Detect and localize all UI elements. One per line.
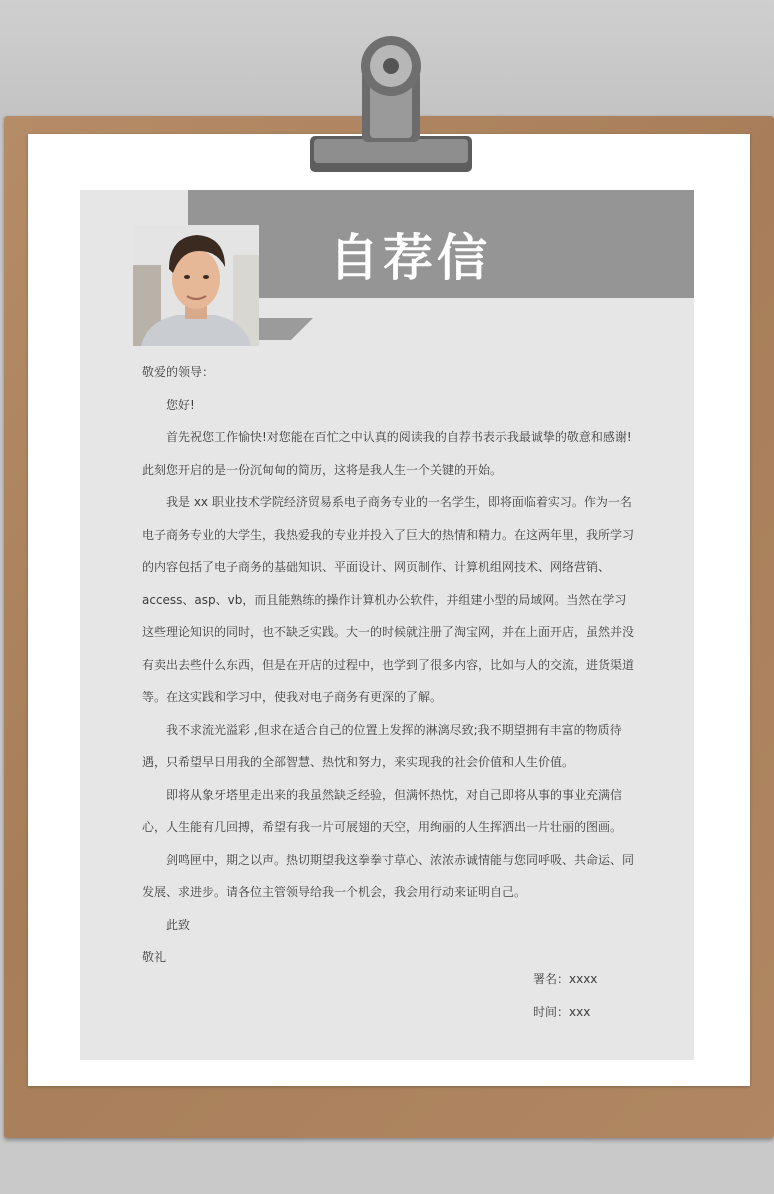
binder-clip bbox=[300, 24, 480, 184]
signature-line: 署名：xxxx bbox=[533, 972, 598, 986]
salutation: 您好! bbox=[166, 397, 195, 412]
letter-body bbox=[142, 356, 636, 974]
date-line: 时间：xxx bbox=[533, 1005, 591, 1019]
paragraph: 首先祝您工作愉快!对您能在百忙之中认真的阅读我的自荐书表示我最诚挚的敬意和感谢!此刻您开启的是一份沉甸甸的简历，这将是我人生一个关键的开始。 bbox=[142, 430, 632, 477]
paragraph: 即将从象牙塔里走出来的我虽然缺乏经验，但满怀热忱，对自己即将从事的事业充满信心，人生能有几回搏，希望有我一片可展翅的天空，用绚丽的人生挥洒出一片壮丽的图画。 bbox=[142, 787, 623, 834]
closing-jing-li: 敬礼 bbox=[142, 950, 167, 964]
paragraph: 剑鸣匣中，期之以声。热切期望我这拳拳寸草心、浓浓赤诚情能与您同呼吸、共命运、同发展、求进步。请各位主管领导给我一个机会，我会用行动来证明自己。 bbox=[142, 852, 635, 899]
closing-ci-zhi: 此致 bbox=[166, 917, 191, 932]
paragraph: 我不求流光溢彩 ,但求在适合自己的位置上发挥的淋漓尽致;我不期望拥有丰富的物质待遇，只希望早日用我的全部智慧、热忱和努力，来实现我的社会价值和人生价值。 bbox=[142, 722, 622, 769]
greeting: 敬爱的领导： bbox=[142, 365, 215, 379]
profile-photo bbox=[133, 225, 259, 346]
letter-title: 自荐信 bbox=[329, 229, 491, 287]
paragraph: 我是 xx 职业技术学院经济贸易系电子商务专业的一名学生，即将面临着实习。作为一名电子商务专业的大学生，我热爱我的专业并投入了巨大的热情和精力。在这两年里，我所学习的内容包括了电子商务的基础知识、平面设计、网页制作、计算机组网技术、网络营销、access、asp、vb，而且能熟练的操作计算机办公软件，并组建小型的局域网。当然在学习这些理论知识的同时，也不缺乏实践。大一的时候就注册了淘宝网，并在上面开店，虽然并没有卖出去些什么东西，但是在开店的过程中，也学到了很多内容，比如与人的交流，进货渠道等。在这实践和学习中，使我对电子商务有更深的了解。 bbox=[142, 495, 635, 704]
